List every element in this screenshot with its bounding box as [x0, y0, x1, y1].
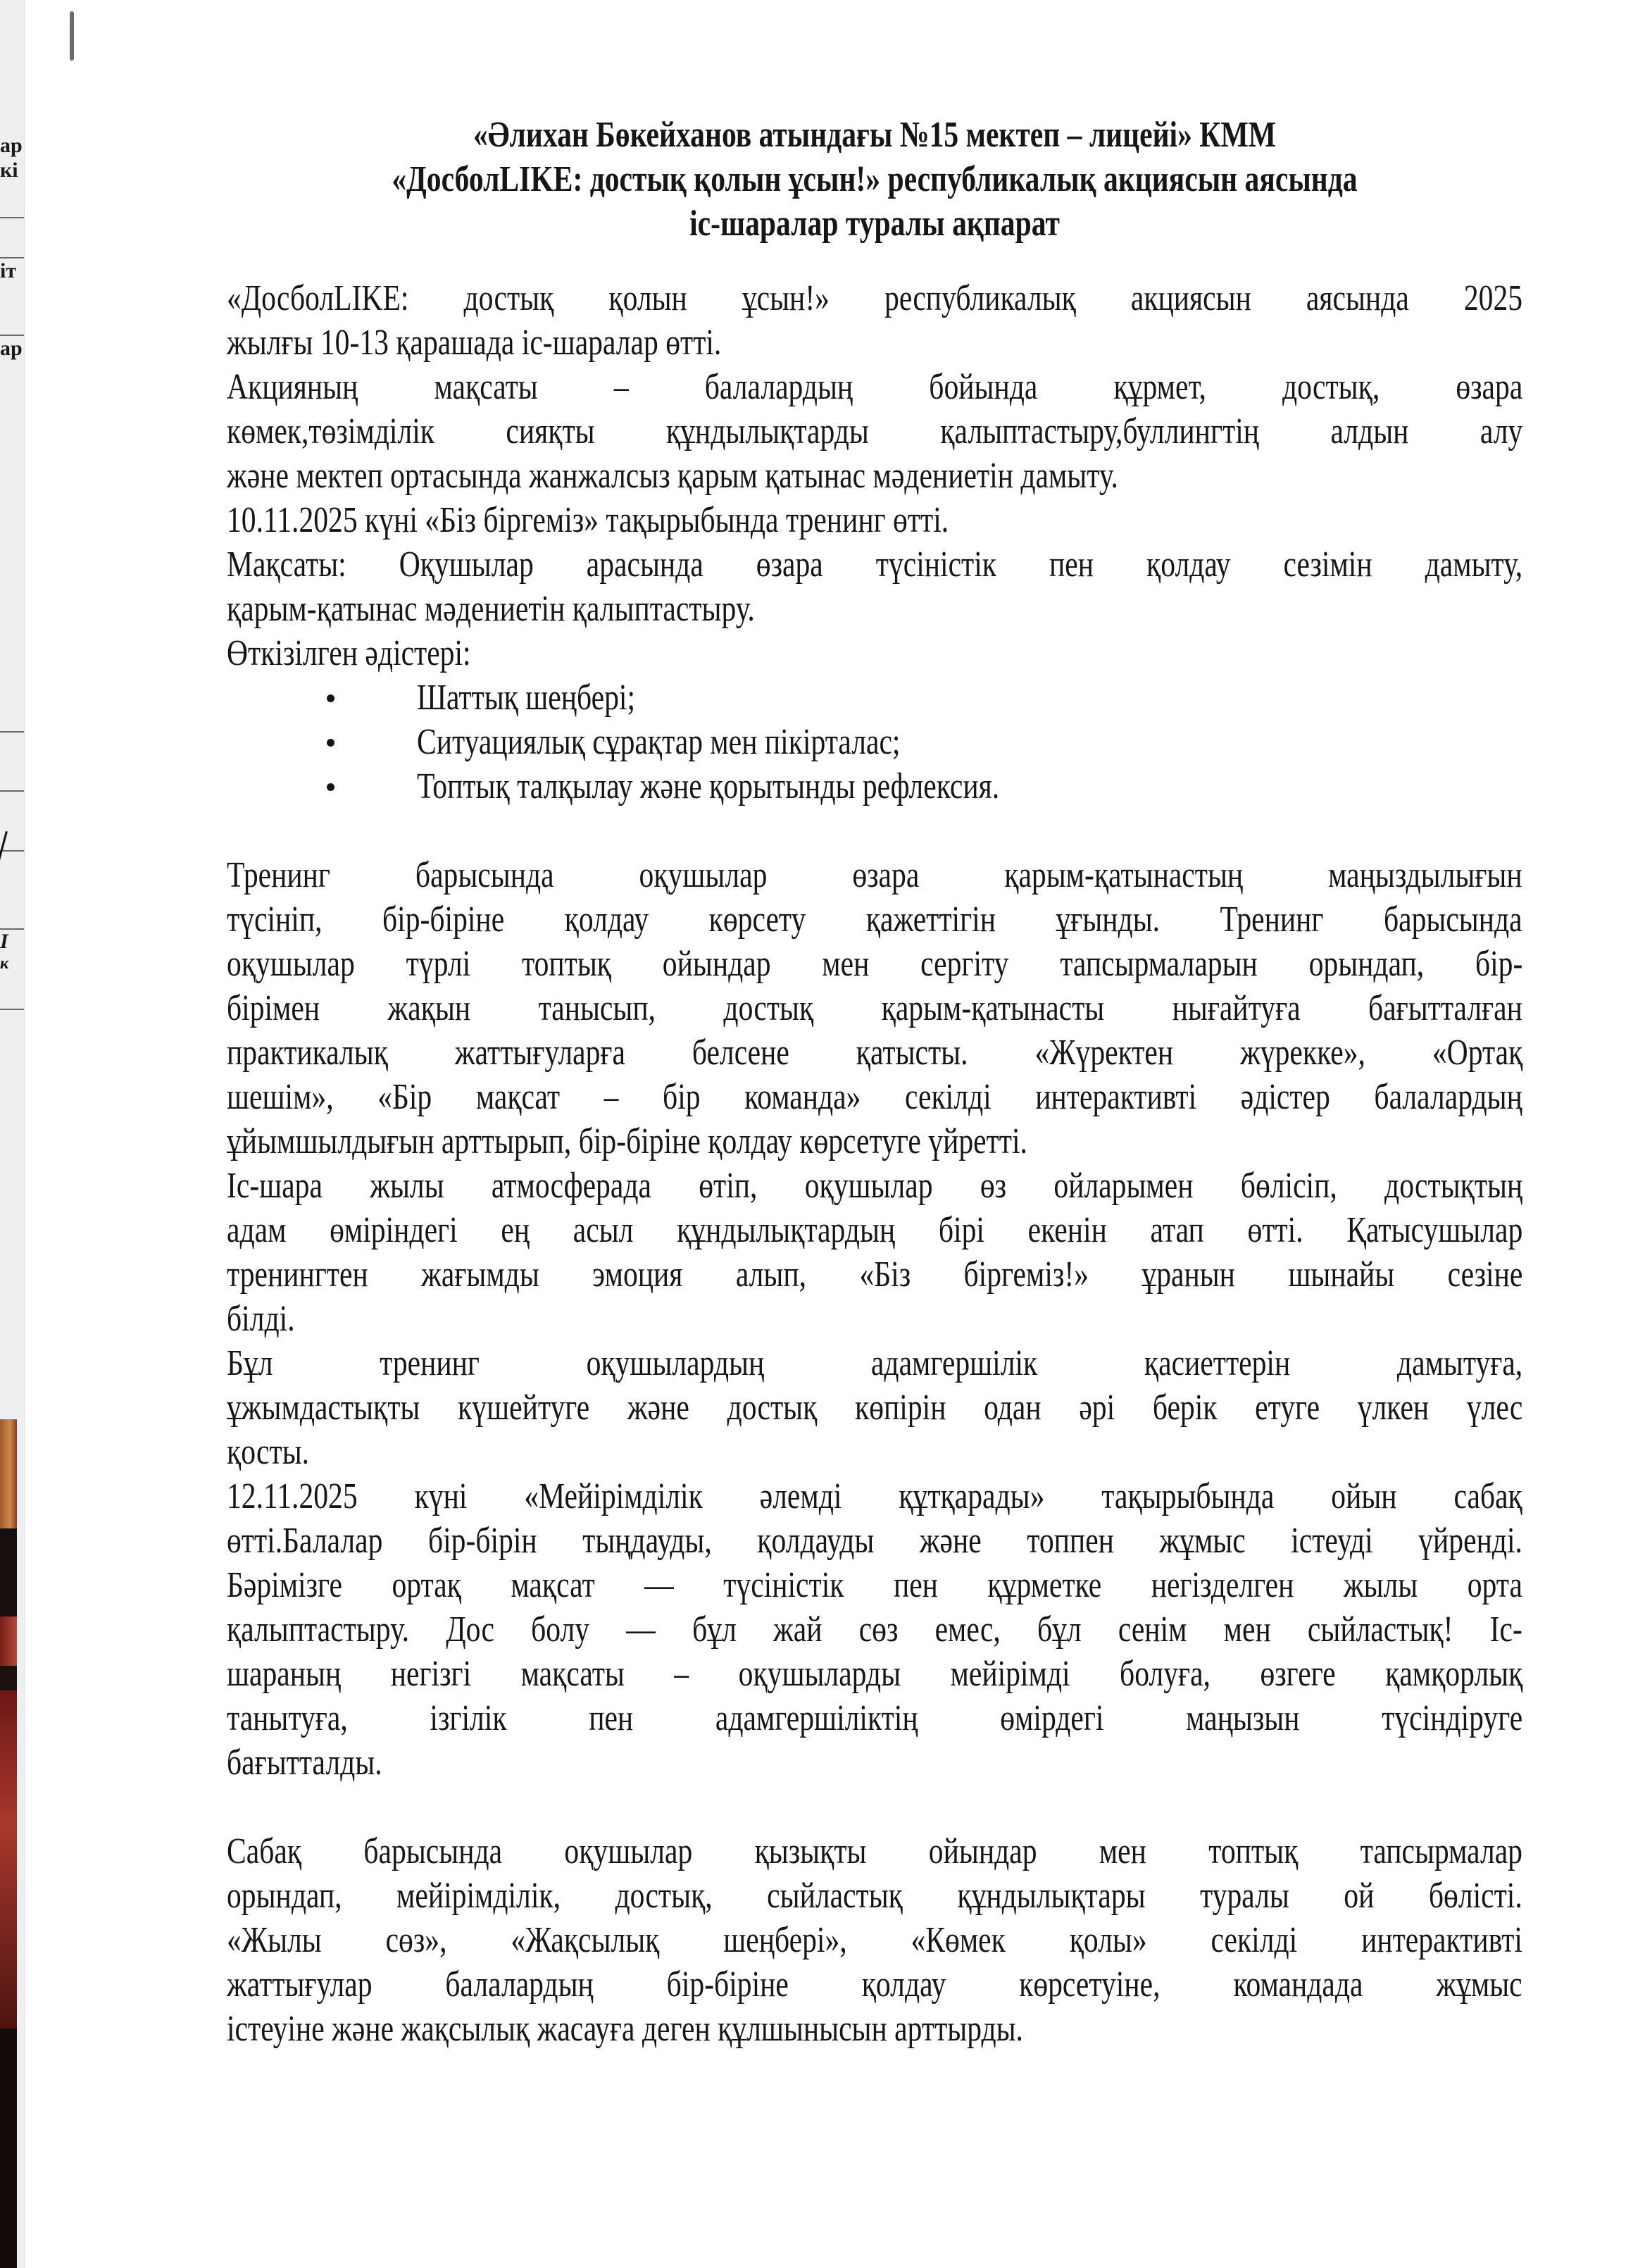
text-line: қосты. — [227, 1432, 310, 1472]
adjacent-page-fragment: іт — [0, 259, 17, 282]
text-line: Акцияның мақсаты – балалардың бойында құрмет, достық, өзара — [227, 367, 1523, 407]
atmosphere-paragraph — [227, 1164, 1522, 1341]
text-line: жаттығулар балалардың бір-біріне қолдау көрсетуіне, командада жұмыс — [227, 1964, 1522, 2005]
adjacent-page-fragment: кі — [0, 158, 18, 182]
pen-margin-mark — [70, 11, 74, 61]
lesson-paragraph — [227, 1829, 1522, 2051]
adjacent-page-diagonal — [0, 831, 8, 934]
document-page — [227, 113, 1522, 2051]
text-line: 12.11.2025 күні «Мейірімділік әлемді құтқарады» тақырыбында ойын сабақ — [227, 1476, 1522, 1516]
list-item-text: Топтық талқылау және қорытынды рефлексия. — [417, 766, 1000, 806]
campaign-goal-paragraph — [227, 365, 1522, 498]
text-line: Сабақ барысында оқушылар қызықты ойындар мен топтық тапсырмалар — [227, 1831, 1522, 1871]
second-event-paragraph — [227, 1474, 1522, 1785]
text-line: түсініп, бір-біріне қолдау көрсету қажеттігін ұғынды. Тренинг барысында — [227, 899, 1522, 940]
desk-surface — [0, 1666, 17, 1690]
adjacent-page-fragment: ар — [0, 337, 23, 360]
result-paragraph — [227, 1341, 1522, 1474]
text-line: практикалық жаттығуларға белсене қатысты. «Жүректен жүрекке», «Ортақ — [227, 1033, 1523, 1073]
document-title — [227, 113, 1522, 246]
text-line: ұйымшылдығын арттырып, бір-біріне қолдау көрсетуге үйретті. — [227, 1121, 1027, 1161]
adjacent-page-fragment: ар — [0, 134, 23, 157]
adjacent-page-rule — [0, 335, 24, 336]
methods-list — [227, 675, 1522, 809]
adjacent-page-rule — [0, 850, 24, 852]
list-item-text: Ситуациялық сұрақтар мен пікірталас; — [417, 722, 901, 762]
adjacent-page-rule — [0, 790, 24, 792]
text-line: Мақсаты: Оқушылар арасында өзара түсіністік пен қолдау сезімін дамыту, — [227, 544, 1523, 585]
text-line: шараның негізгі мақсаты – оқушыларды мейірімді болуға, өзгеге қамқорлық — [227, 1654, 1523, 1694]
title-line: «ДосболLIKE: достық қолын ұсын!» республикалық акциясын аясында — [392, 159, 1358, 199]
methods-heading — [227, 631, 1522, 675]
text-line: оқушылар түрлі топтық ойындар мен сергіту тапсырмаларын орындап, бір- — [227, 944, 1523, 984]
text-line: жылғы 10-13 қарашада іс-шаралар өтті. — [227, 323, 722, 363]
desk-surface — [0, 2029, 17, 2268]
text-line: танытуға, ізгілік пен адамгершіліктің өмірдегі маңызын түсіндіруге — [227, 1698, 1523, 1738]
text-line: адам өміріндегі ең асыл құндылықтардың бірі екенін атап өтті. Қатысушылар — [227, 1210, 1523, 1250]
text-line: білді. — [227, 1299, 295, 1339]
list-item-text: Шаттық шеңбері; — [417, 678, 636, 718]
adjacent-page-rule — [0, 257, 24, 258]
text-line: Тренинг барысында оқушылар өзара қарым-қатынастың маңыздылығын — [227, 855, 1522, 895]
training-goal-paragraph — [227, 542, 1522, 631]
title-line: «Әлихан Бөкейханов атындағы №15 мектеп – лицейі» КММ — [473, 115, 1276, 155]
list-item — [227, 764, 1522, 809]
adjacent-page-rule — [0, 1009, 24, 1010]
text-line: орындап, мейірімділік, достық, сыйластық құндылықтары туралы ой бөлісті. — [227, 1876, 1522, 1916]
training-description-paragraph — [227, 853, 1522, 1164]
list-item — [227, 720, 1522, 764]
adjacent-page-rule — [0, 217, 24, 218]
text-line: Бұл тренинг оқушылардың адамгершілік қасиеттерін дамытуға, — [227, 1343, 1523, 1383]
bullet-icon — [327, 783, 334, 791]
desk-surface — [0, 1528, 17, 1616]
list-item — [227, 675, 1522, 720]
text-line: шешім», «Бір мақсат – бір команда» секілді интерактивті әдістер балалардың — [227, 1077, 1522, 1117]
desk-surface — [0, 1690, 17, 2029]
text-line: өтті.Балалар бір-бірін тыңдауды, қолдауды және топпен жұмыс істеуді үйренді. — [227, 1521, 1522, 1561]
adjacent-page-fragment: к — [0, 954, 9, 973]
intro-paragraph — [227, 276, 1522, 365]
text-line: «Жылы сөз», «Жақсылық шеңбері», «Көмек қолы» секілді интерактивті — [227, 1920, 1522, 1960]
adjacent-page-rule — [0, 731, 24, 733]
bullet-icon — [327, 694, 334, 702]
text-line: істеуіне және жақсылық жасауға деген құлшынысын арттырды. — [227, 2009, 1023, 2049]
text-line: қалыптастыру. Дос болу — бұл жай сөз емес, бұл сенім мен сыйластық! Іс- — [227, 1609, 1522, 1650]
text-line: бірімен жақын танысып, достық қарым-қатынасты нығайтуға бағытталған — [227, 988, 1522, 1028]
text-line: бағытталды. — [227, 1743, 382, 1783]
text-line: Бәрімізге ортақ мақсат — түсіністік пен құрметке негізделген жылы орта — [227, 1565, 1522, 1605]
adjacent-page-fragment: І — [0, 930, 8, 953]
adjacent-page-edge — [0, 0, 25, 2268]
text-line: Өткізілген әдістері: — [227, 633, 471, 673]
text-line: ұжымдастықты күшейтуге және достық көпірін одан әрі берік етуге үлкен үлес — [227, 1388, 1523, 1428]
text-line: қарым-қатынас мәдениетін қалыптастыру. — [227, 589, 755, 629]
text-line: көмек,төзімділік сияқты құндылықтарды қалыптастыру,буллингтің алдын алу — [227, 411, 1523, 451]
text-line: және мектеп ортасында жанжалсыз қарым қатынас мәдениетін дамыту. — [227, 456, 1118, 496]
desk-surface — [0, 1616, 17, 1666]
title-line: іс-шаралар туралы ақпарат — [689, 204, 1060, 244]
training-announcement — [227, 498, 1522, 542]
text-line: тренингтен жағымды эмоция алып, «Біз біргеміз!» ұранын шынайы сезіне — [227, 1254, 1523, 1295]
bullet-icon — [327, 739, 334, 747]
desk-surface — [0, 1419, 17, 1528]
text-line: «ДосболLIKE: достық қолын ұсын!» республикалық акциясын аясында 2025 — [227, 278, 1523, 318]
text-line: 10.11.2025 күні «Біз біргеміз» тақырыбында тренинг өтті. — [227, 500, 949, 540]
text-line: Іс-шара жылы атмосферада өтіп, оқушылар өз ойларымен бөлісіп, достықтың — [227, 1166, 1523, 1206]
